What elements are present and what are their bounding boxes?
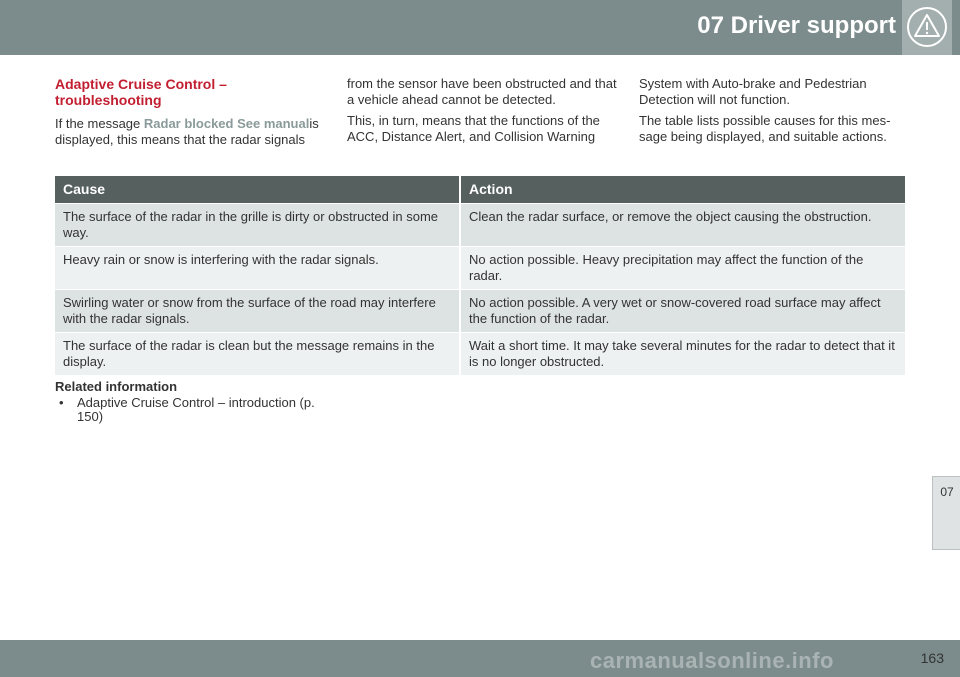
bullet-icon: • [59,395,64,410]
table-header-row [55,176,905,203]
related-title: Related information [55,379,178,394]
radar-message-text: Radar blocked See manual [143,116,310,131]
text-column-1 [55,76,325,153]
table-row [55,203,905,246]
action-cell: Clean the radar surface, or remove the object causing the obstruction. [461,203,905,246]
warning-triangle-icon [906,6,948,48]
table-row [55,246,905,289]
header-action: Action [461,176,905,203]
cause-cell: The surface of the radar is clean but the message remains in the display. [55,332,461,375]
related-information [55,380,335,424]
action-cell: No action possible. A very wet or snow-covered road surface may affect the function of the radar. [461,289,905,332]
header-cause: Cause [55,176,461,203]
chapter-side-tab[interactable] [932,476,960,550]
paragraph-functions-part2: System with Auto-brake and Pedestrian Detection will not function. [639,76,867,107]
intro-paragraph [55,116,325,147]
paragraph-table-intro: The table lists possible causes for this mes-sage being displayed, and suitable actions. [639,113,891,144]
text-column-2 [347,76,617,150]
intro-prefix: If the message [55,116,144,131]
cause-cell: The surface of the radar in the grille is dirty or obstructed in some way. [55,203,461,246]
intro-continuation: from the sensor have been obstructed and that a vehicle ahead cannot be detected. [347,76,617,107]
paragraph-functions-part1: This, in turn, means that the functions of the ACC, Distance Alert, and Collision Warning [347,113,600,144]
chapter-icon-box [902,0,952,55]
table-row [55,289,905,332]
cause-action-table [55,176,905,375]
cause-cell: Swirling water or snow from the surface of the road may interfere with the radar signals. [55,289,461,332]
text-column-3 [639,76,904,150]
page-number: 163 [920,650,944,666]
related-link[interactable] [55,396,335,424]
intro-suffix-part1: is displayed, this means that the radar signals [55,116,319,147]
header-bar [0,0,960,55]
related-link-text: Adaptive Cruise Control – introduction (p. 150) [77,395,315,424]
cause-cell: Heavy rain or snow is interfering with the radar signals. [55,246,461,289]
side-tab-label: 07 [940,485,954,499]
action-cell: Wait a short time. It may take several minutes for the radar to detect that it is no longer obstructed. [461,332,905,375]
chapter-title: 07 Driver support [697,12,896,39]
table-row [55,332,905,375]
action-cell: No action possible. Heavy precipitation may affect the function of the radar. [461,246,905,289]
watermark: carmanualsonline.info [590,648,834,673]
section-title: Adaptive Cruise Control – troubleshooting [55,76,227,108]
